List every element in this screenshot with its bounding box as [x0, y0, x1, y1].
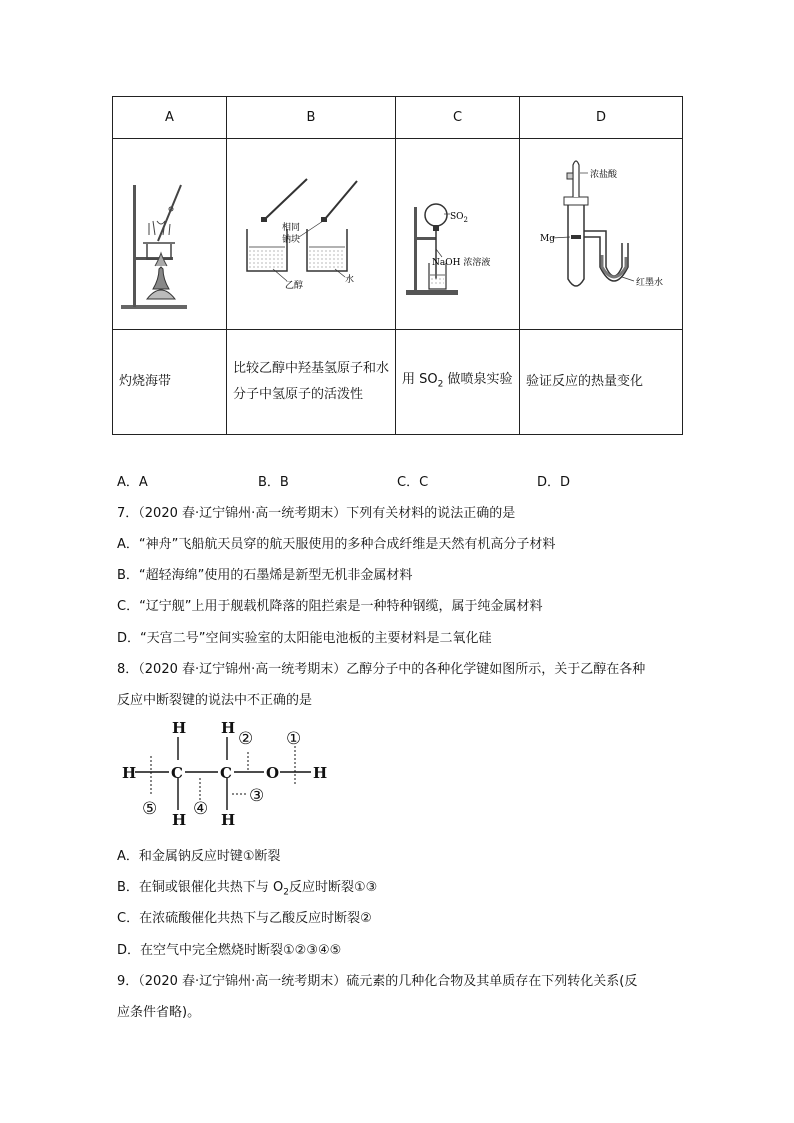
q7-option-d[interactable]: D．“天宫二号”空间实验室的太阳能电池板的主要材料是二氧化硅 — [117, 631, 492, 646]
q7-option-c[interactable]: C．“辽宁舰”上用于舰载机降落的阻拦索是一种特种钢缆，属于纯金属材料 — [117, 599, 543, 614]
atom-h-top-1: H — [172, 719, 187, 737]
figure-a-cell — [113, 139, 227, 330]
desc-d: 验证反应的热量变化 — [520, 330, 683, 435]
q6-option-c[interactable]: C．C — [397, 475, 429, 490]
label-ethanol: 乙醇 — [285, 281, 304, 291]
label-naoh: NaOH 浓溶液 — [432, 258, 491, 268]
header-c: C — [396, 97, 520, 139]
atom-h-left: H — [122, 764, 137, 782]
q7-option-a[interactable]: A．“神舟”飞船航天员穿的航天服使用的多种合成纤维是天然有机高分子材料 — [117, 537, 556, 552]
q7-option-b[interactable]: B．“超轻海绵”使用的石墨烯是新型无机非金属材料 — [117, 568, 413, 583]
figure-b-cell — [227, 139, 396, 330]
q6-option-d[interactable]: D．D — [537, 475, 571, 490]
header-a: A — [113, 97, 227, 139]
q8-option-d[interactable]: D．在空气中完全燃烧时断裂①②③④⑤ — [117, 943, 342, 958]
atom-h-bottom-1: H — [172, 811, 187, 829]
bond-label-2: ② — [238, 729, 254, 749]
header-d: D — [520, 97, 683, 139]
bond-label-1: ① — [286, 729, 302, 749]
bond-label-3: ③ — [249, 786, 265, 806]
figure-c-fountain — [396, 139, 518, 325]
atom-o: O — [266, 764, 280, 782]
desc-c: 用 $SO_2$ 做喷泉实验 — [396, 330, 520, 435]
q8-option-a[interactable]: A．和金属钠反应时键①断裂 — [117, 849, 281, 864]
figure-d-heat-change — [520, 139, 682, 325]
figure-b-sodium-comparison — [227, 139, 395, 325]
atom-h-top-2: H — [221, 719, 236, 737]
figure-d-cell — [520, 139, 683, 330]
q8-option-b[interactable]: B．在铜或银催化共热下与 $O_2$反应时断裂①③ — [117, 880, 378, 898]
q9-stem-line2: 应条件省略)。 — [117, 1005, 201, 1020]
figure-c-cell — [396, 139, 520, 330]
label-mg: Mg — [540, 234, 555, 244]
q9-stem-line1: 9．（2020 春·辽宁锦州·高一统考期末）硫元素的几种化合物及其单质存在下列转化关系(反 — [117, 974, 638, 989]
q8-stem-line2: 反应中断裂键的说法中不正确的是 — [117, 693, 313, 708]
desc-a: 灼烧海带 — [113, 330, 227, 435]
label-so2: $SO_2$ — [450, 212, 469, 224]
atom-h-right: H — [313, 764, 328, 782]
atom-h-bottom-2: H — [221, 811, 236, 829]
header-b: B — [227, 97, 396, 139]
q6-option-b[interactable]: B．B — [258, 475, 289, 490]
q8-option-c[interactable]: C．在浓硫酸催化共热下与乙酸反应时断裂② — [117, 911, 372, 926]
label-water: 水 — [345, 275, 355, 285]
desc-b: 比较乙醇中羟基氢原子和水分子中氢原子的活泼性 — [227, 330, 396, 435]
bond-label-5: ⑤ — [142, 799, 158, 819]
figure-a-burning-apparatus — [113, 139, 225, 325]
bond-label-4: ④ — [193, 799, 209, 819]
atom-c-2: C — [220, 764, 232, 782]
q7-stem: 7．（2020 春·辽宁锦州·高一统考期末）下列有关材料的说法正确的是 — [117, 506, 516, 521]
label-sodium-1: 相同 — [282, 223, 301, 233]
ethanol-bond-diagram — [118, 714, 338, 834]
q8-stem-line1: 8．（2020 春·辽宁锦州·高一统考期末）乙醇分子中的各种化学键如图所示，关于乙醇在各种 — [117, 662, 646, 677]
experiment-table — [112, 96, 683, 435]
atom-c-1: C — [171, 764, 183, 782]
label-sodium-2: 钠块 — [282, 235, 301, 245]
label-hcl: 浓盐酸 — [590, 170, 618, 180]
q6-option-a[interactable]: A．A — [117, 475, 148, 490]
label-ink: 红墨水 — [636, 278, 664, 288]
